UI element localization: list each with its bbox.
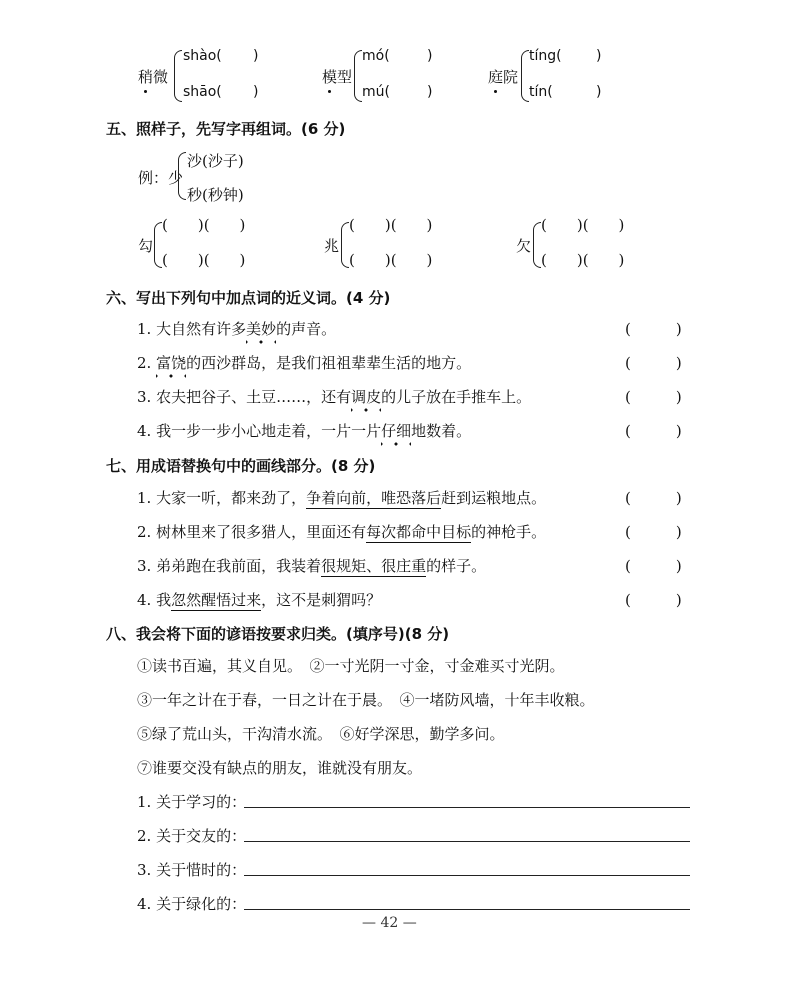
answer-blank[interactable]: ( )( ) bbox=[162, 216, 246, 234]
answer-line[interactable] bbox=[244, 875, 690, 876]
paren-close: ) bbox=[427, 48, 433, 64]
section-6-title: 六、写出下列句中加点词的近义词。(4 分) bbox=[106, 289, 391, 307]
brace bbox=[521, 50, 529, 102]
char: 院 bbox=[503, 68, 519, 86]
section-8-title: 八、我会将下面的谚语按要求归类。(填序号)(8 分) bbox=[106, 625, 450, 643]
s6-item-1: 1. 大自然有许多美妙的声音。 bbox=[137, 318, 336, 345]
char-qian: 欠 bbox=[516, 237, 532, 255]
char-dotted: 模 bbox=[322, 68, 338, 86]
answer-paren[interactable]: ( ) bbox=[625, 489, 682, 507]
category-greening: 4. 关于绿化的： bbox=[137, 895, 247, 913]
example-bottom: 秒(秒钟) bbox=[187, 186, 244, 204]
answer-paren[interactable]: ( ) bbox=[625, 422, 682, 440]
answer-paren[interactable]: ( ) bbox=[625, 388, 682, 406]
answer-blank[interactable]: ( )( ) bbox=[349, 251, 433, 269]
brace bbox=[354, 50, 362, 102]
page-number: — 42 — bbox=[362, 915, 417, 931]
char-dotted: 庭 bbox=[488, 68, 504, 86]
answer-blank[interactable]: ( )( ) bbox=[349, 216, 433, 234]
brace bbox=[533, 222, 541, 268]
proverb-line-2: ③一年之计在于春，一日之计在于晨。 ④一堵防风墙，十年丰收粮。 bbox=[137, 691, 595, 709]
pinyin-bottom: tín( bbox=[529, 84, 553, 100]
section-5-title: 五、照样子，先写字再组词。(6 分) bbox=[106, 120, 346, 138]
s6-item-3: 3. 农夫把谷子、土豆……，还有调皮的儿子放在手推车上。 bbox=[137, 386, 531, 413]
underlined-phrase: 每次都命中目标 bbox=[366, 523, 472, 541]
char-dotted: 稍 bbox=[138, 68, 154, 86]
category-study: 1. 关于学习的： bbox=[137, 793, 247, 811]
answer-line[interactable] bbox=[244, 841, 690, 842]
section-7-title: 七、用成语替换句中的画线部分。(8 分) bbox=[106, 457, 376, 475]
paren-close: ) bbox=[596, 48, 602, 64]
answer-paren[interactable]: ( ) bbox=[625, 523, 682, 541]
brace bbox=[178, 152, 186, 200]
underlined-phrase: 争着向前，唯恐落后 bbox=[306, 489, 442, 507]
s7-item-2: 2. 树林里来了很多猎人，里面还有每次都命中目标的神枪手。 bbox=[137, 523, 547, 541]
char-gou: 勾 bbox=[138, 237, 154, 255]
dotted-word: 富饶 bbox=[156, 352, 186, 379]
paren-close: ) bbox=[427, 84, 433, 100]
char: 型 bbox=[337, 68, 353, 86]
underlined-phrase: 很规矩、很庄重 bbox=[321, 557, 427, 575]
answer-line[interactable] bbox=[244, 909, 690, 910]
pinyin-bottom: shāo( bbox=[183, 84, 222, 100]
dotted-word: 调皮 bbox=[351, 386, 381, 413]
s7-item-1: 1. 大家一听，都来劲了，争着向前，唯恐落后赶到运粮地点。 bbox=[137, 489, 547, 507]
s7-item-4: 4. 我忽然醒悟过来，这不是刺猬吗？ bbox=[137, 591, 382, 609]
dotted-word: 美妙 bbox=[246, 318, 276, 345]
pinyin-bottom: mú( bbox=[362, 84, 390, 100]
pinyin-top: shào( bbox=[183, 48, 222, 64]
answer-blank[interactable]: ( )( ) bbox=[541, 251, 625, 269]
category-friends: 2. 关于交友的： bbox=[137, 827, 247, 845]
answer-paren[interactable]: ( ) bbox=[625, 557, 682, 575]
category-time: 3. 关于惜时的： bbox=[137, 861, 247, 879]
s6-item-4: 4. 我一步一步小心地走着，一片一片仔细地数着。 bbox=[137, 420, 471, 447]
s6-item-2: 2. 富饶的西沙群岛，是我们祖祖辈辈生活的地方。 bbox=[137, 352, 471, 379]
paren-close: ) bbox=[253, 48, 259, 64]
paren-close: ) bbox=[253, 84, 259, 100]
char-zhao: 兆 bbox=[324, 237, 340, 255]
proverb-line-3: ⑤绿了荒山头，干沟清水流。 ⑥好学深思，勤学多问。 bbox=[137, 725, 505, 743]
dotted-word: 仔细 bbox=[381, 420, 411, 447]
example-top: 沙(沙子) bbox=[187, 152, 244, 170]
pinyin-top: mó( bbox=[362, 48, 390, 64]
answer-paren[interactable]: ( ) bbox=[625, 320, 682, 338]
underlined-phrase: 忽然醒悟过来 bbox=[171, 591, 262, 609]
char: 微 bbox=[153, 68, 169, 86]
answer-blank[interactable]: ( )( ) bbox=[162, 251, 246, 269]
answer-paren[interactable]: ( ) bbox=[625, 354, 682, 372]
s7-item-3: 3. 弟弟跑在我前面，我装着很规矩、很庄重的样子。 bbox=[137, 557, 487, 575]
brace bbox=[341, 222, 349, 268]
example-label: 例：少 bbox=[138, 169, 184, 187]
answer-paren[interactable]: ( ) bbox=[625, 591, 682, 609]
proverb-line-1: ①读书百遍，其义自见。 ②一寸光阴一寸金，寸金难买寸光阴。 bbox=[137, 657, 565, 675]
brace bbox=[174, 50, 182, 102]
brace bbox=[154, 222, 162, 268]
proverb-line-4: ⑦谁要交没有缺点的朋友，谁就没有朋友。 bbox=[137, 759, 423, 777]
paren-close: ) bbox=[596, 84, 602, 100]
answer-line[interactable] bbox=[244, 807, 690, 808]
answer-blank[interactable]: ( )( ) bbox=[541, 216, 625, 234]
pinyin-top: tíng( bbox=[529, 48, 562, 64]
